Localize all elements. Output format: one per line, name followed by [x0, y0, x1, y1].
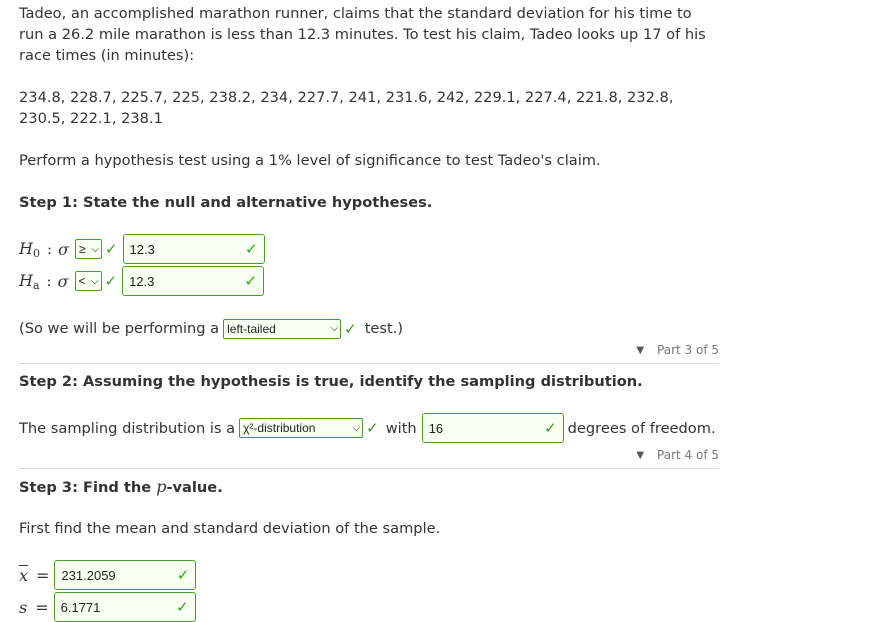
data-list: 234.8, 228.7, 225.7, 225, 238.2, 234, 227.7, 241, 231.6, 242, 229.1, 227.4, 221.8, 232.8, 230.5, 222.1, 238.1 — [19, 89, 674, 127]
problem-intro: Tadeo, an accomplished marathon runner, claims that the standard deviation for his time to run a 26.2 mile marathon is less than 12.3 minutes. To test his claim, Tadeo looks up 17 of his race times (in minutes): — [19, 5, 706, 64]
colon: : — [46, 272, 52, 290]
part4-label[interactable]: ▼ Part 4 of 5 — [636, 448, 719, 462]
checkmark-icon: ✓ — [366, 419, 379, 437]
sd-row — [19, 592, 196, 622]
step3-instruction: First find the mean and standard deviation of the sample. — [19, 520, 441, 537]
sd-input[interactable]: 6.1771 ✓ — [54, 592, 196, 622]
collapse-triangle-icon: ▼ — [636, 344, 645, 356]
equals-sign: = — [36, 565, 50, 585]
checkmark-icon: ✓ — [176, 566, 190, 584]
test-prefix: (So we will be performing a — [19, 320, 220, 337]
step2-suffix: degrees of freedom. — [567, 419, 716, 437]
sd-symbol: s — [19, 597, 28, 617]
sigma-symbol: σ — [57, 271, 69, 291]
df-input[interactable]: 16 ✓ — [422, 413, 564, 443]
chevron-down-icon: ⌵ — [91, 243, 99, 255]
ha-value-input[interactable]: 12.3 ✓ — [122, 266, 264, 296]
test-type-select[interactable]: left-tailed ⌵ — [223, 319, 341, 339]
colon: : — [46, 240, 53, 258]
ha-symbol: $H_a$ — [19, 270, 40, 292]
test-suffix: test.) — [364, 320, 404, 337]
step2-heading: Step 2: Assuming the hypothesis is true, identify the sampling distribution. — [19, 373, 643, 390]
distribution-select[interactable]: χ²-distribution ⌵ — [239, 418, 363, 438]
h0-symbol: $H_0$ — [19, 238, 40, 260]
mean-input[interactable]: 231.2059 ✓ — [54, 560, 196, 590]
checkmark-icon: ✓ — [544, 419, 557, 437]
checkmark-icon: ✓ — [344, 319, 357, 338]
equals-sign: = — [35, 597, 49, 617]
sampling-distribution-row — [19, 413, 716, 443]
checkmark-icon: ✓ — [104, 240, 118, 258]
mean-row — [19, 560, 196, 590]
null-hypothesis-row — [19, 234, 265, 264]
checkmark-icon: ✓ — [244, 272, 258, 290]
sigma-symbol: σ — [58, 239, 69, 259]
part3-label[interactable]: ▼ Part 3 of 5 — [636, 343, 719, 357]
with-label: with — [385, 419, 417, 437]
instruction: Perform a hypothesis test using a 1% level of significance to test Tadeo's claim. — [19, 152, 601, 169]
chevron-down-icon: ⌵ — [330, 323, 339, 334]
mean-symbol: $\overline{x}$ — [19, 565, 29, 585]
h0-value-input[interactable]: 12.3 ✓ — [123, 234, 265, 264]
chevron-down-icon: ⌵ — [352, 422, 361, 434]
ha-operator-select[interactable]: < ⌵ — [75, 271, 102, 291]
checkmark-icon: ✓ — [176, 598, 189, 616]
step2-prefix: The sampling distribution is a — [19, 419, 236, 437]
collapse-triangle-icon: ▼ — [636, 449, 645, 461]
divider — [19, 468, 719, 469]
test-type-row — [19, 318, 403, 339]
chevron-down-icon: ⌵ — [90, 275, 99, 287]
divider — [19, 363, 719, 364]
checkmark-icon: ✓ — [104, 272, 118, 290]
step1-heading: Step 1: State the null and alternative hypotheses. — [19, 194, 433, 211]
alt-hypothesis-row — [19, 266, 264, 296]
checkmark-icon: ✓ — [244, 240, 258, 258]
h0-operator-select[interactable]: ≥ ⌵ — [75, 239, 102, 259]
step3-heading: Step 3: Find the p-value. — [19, 477, 223, 496]
